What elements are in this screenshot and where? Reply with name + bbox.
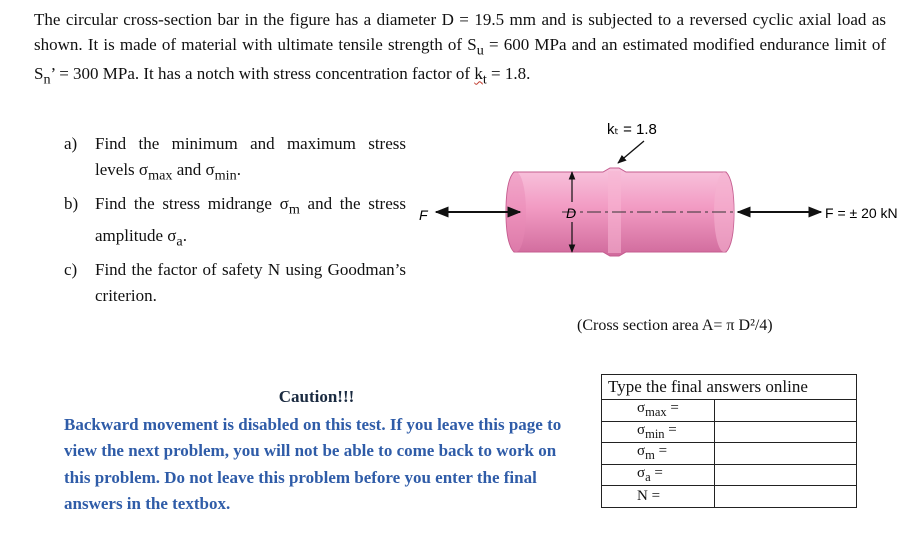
sigma-max-input[interactable] — [715, 400, 856, 421]
answers-table — [601, 374, 857, 508]
question-c: c) Find the factor of safety N using Goodman’s criterion. — [64, 260, 406, 306]
force-left-label: F — [419, 207, 428, 223]
question-list — [64, 131, 406, 309]
answers-header: Type the final answers online — [602, 375, 857, 400]
kt-label: kₜ = 1.8 — [607, 121, 657, 138]
sigma-a-input[interactable] — [715, 465, 856, 486]
question-b: b) Find the stress midrange $\sigma_m$ and the stress amplitude $\sigma_a$. — [64, 194, 406, 250]
safety-factor-input[interactable] — [715, 486, 856, 507]
cross-section-area-note: (Cross section area A= π D²/4) — [577, 317, 773, 334]
diameter-label: D — [566, 205, 577, 221]
caution-title: Caution!!! — [278, 387, 355, 406]
answer-row-n — [602, 486, 857, 508]
force-right-label: F = ± 20 kN — [825, 205, 898, 221]
safety-factor-label: N = — [602, 486, 715, 508]
problem-statement: The circular cross-section bar in the figure has a diameter D = 19.5 mm and is subjected to a reversed cyclic axial load as shown. It is made of material with ultimate tensile strength of $S_u = 600$ MPa and an estimated modified endurance limit of $S_n$’ = 300 MPa. It has a notch with stress concentration factor of $k_t = 1.8$. — [34, 10, 886, 88]
sigma-min-label: $\sigma_{min}$ = — [602, 421, 715, 443]
caution-text: Backward movement is disabled on this test. If you leave this page to view the next problem, you will not be able to come back to work on this problem. Do not leave this problem before you enter the final answers in the textbox. — [64, 414, 562, 513]
answer-row-sigma-min — [602, 421, 857, 443]
notched-bar-figure — [412, 108, 900, 276]
sigma-max-label: $\sigma_{max}$ = — [602, 400, 715, 422]
answer-row-sigma-m — [602, 443, 857, 465]
kt-pointer-arrow — [618, 141, 644, 163]
sigma-m-label: $\sigma_m$ = — [602, 443, 715, 465]
answer-row-sigma-max — [602, 400, 857, 422]
question-a: a) Find the minimum and maximum stress levels $\sigma_{max}$ and $\sigma_{min}$. — [64, 134, 406, 184]
caution-box — [64, 384, 569, 518]
answer-row-sigma-a — [602, 464, 857, 486]
kt-symbol: $k_t$ — [474, 64, 487, 88]
sigma-a-label: $\sigma_a$ = — [602, 464, 715, 486]
sigma-min-input[interactable] — [715, 422, 856, 443]
sigma-m-input[interactable] — [715, 443, 856, 464]
